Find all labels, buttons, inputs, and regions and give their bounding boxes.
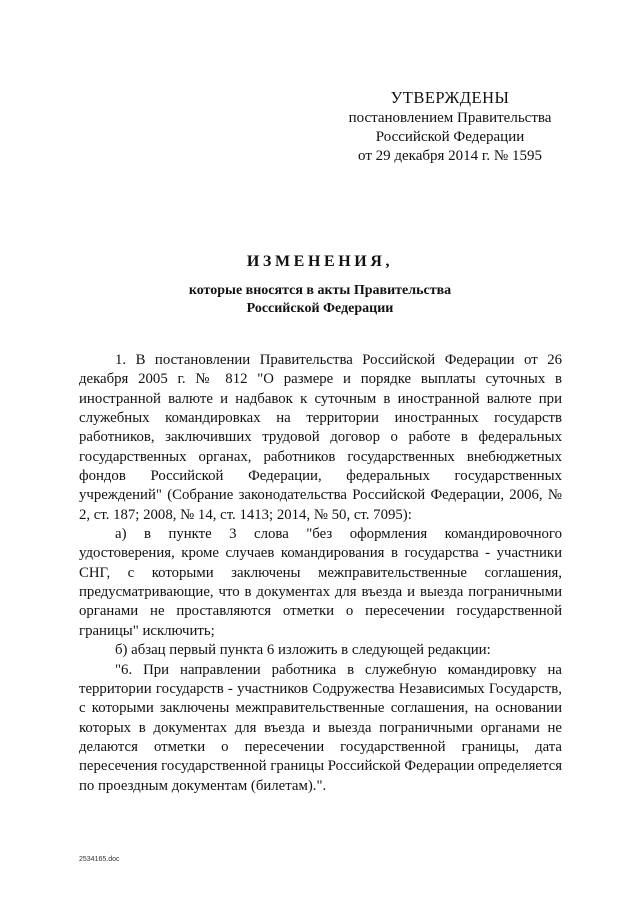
paragraph-1: 1. В постановлении Правительства Российской Федерации от 26 декабря 2005 г. № 812 "О размере и порядке выплаты суточных в иностранной валюте и надбавок к суточным в иностранной валюте при служебных командировках на территории иностранных государств работников, заключивших трудовой договор о работе в федеральных государственных органах, работников государственных внебюджетных фондов Российской Федерации, федеральных государственных учреждений" (Собрание законодательства Российской Федерации, 2006, № 2, ст. 187; 2008, № 14, ст. 1413; 2014, № 50, ст. 7095): (79, 352, 562, 523)
approval-stamp (300, 88, 600, 166)
document-body (79, 351, 562, 796)
document-subtitle-line-1: которые вносятся в акты Правительства (188, 283, 452, 298)
document-title: ИЗМЕНЕНИЯ, (246, 253, 394, 270)
footer-filename: 2534165.doc (79, 856, 120, 863)
document-subtitle (0, 282, 640, 318)
approval-title: УТВЕРЖДЕНЫ (390, 88, 510, 107)
document-subtitle-line-2: Российской Федерации (246, 301, 394, 316)
paragraph-2: а) в пункте 3 слова "без оформления командировочного удостоверения, кроме случаев командирования в государства - участники СНГ, с которыми заключены межправительственные соглашения, предусматривающие, что в документах для въезда и выезда пограничными органами не проставляются отметки о пересечении государственной границы" исключить; (79, 526, 562, 639)
document-heading (0, 251, 640, 318)
paragraph-3: б) абзац первый пункта 6 изложить в следующей редакции: (115, 642, 491, 659)
approval-line-3: от 29 декабря 2014 г. № 1595 (358, 148, 542, 164)
approval-line-2: Российской Федерации (375, 129, 525, 145)
approval-line-1: постановлением Правительства (348, 110, 552, 126)
paragraph-4: "6. При направлении работника в служебную командировку на территории государств - участников Содружества Независимых Государств, с которыми заключены межправительственные соглашения, на основании которых в документах для въезда и выезда пограничными органами не делаются отметки о пересечении государственной границы, дата пересечения государственной границы Российской Федерации определяется по проездным документам (билетам).". (79, 661, 562, 794)
